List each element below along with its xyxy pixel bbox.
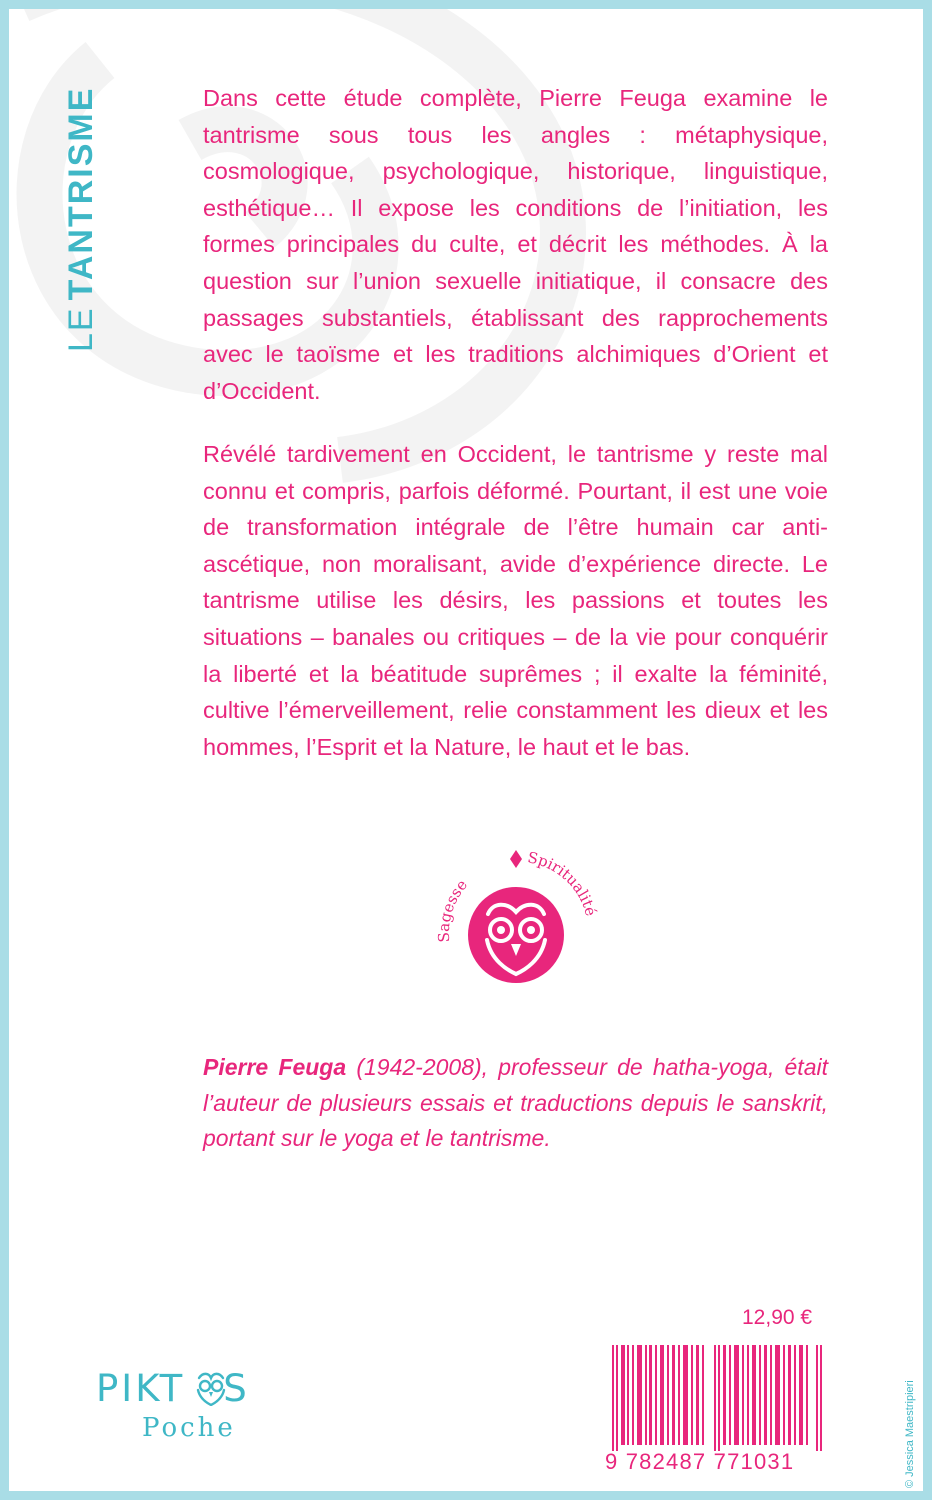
author-name: Pierre Feuga	[203, 1054, 347, 1080]
spine-title-main: TANTRISME	[62, 86, 100, 301]
publisher-name-part3: S	[223, 1367, 250, 1410]
description-paragraph-2-text: Révélé tardivement en Occident, le tantrisme y reste mal connu et compris, parfois déformé. Pourtant, il est une voie de transformation intégrale de l’être humain car anti-ascétique, non moralisant, avide d’expérience directe. Le tantrisme utilise les désirs, les passions et toutes les situations – banales ou critiques – de la vie pour conquérir la liberté et la béatitude suprêmes ; il exalte la féminité, cultive l’émerveillement, relie constamment les dieux et les hommes, l’Esprit et la Nature, le haut et le bas.	[203, 441, 828, 760]
publisher-name-part1: PIK	[96, 1367, 160, 1410]
description-paragraph-1-text: Dans cette étude complète, Pierre Feuga examine le tantrisme sous tous les angles : métaphysique, cosmologique, psychologique, historique, linguistique, esthétique… Il expose les conditions de l’initiation, les formes principales du culte, et décrit les méthodes. À la question sur l’union sexuelle initiatique, il consacre des passages substantiels, établissant des rapprochements avec le taoïsme et les traditions alchimiques d’Orient et d’Occident.	[203, 85, 828, 404]
isbn-digits: 9 782487 771031	[605, 1449, 795, 1474]
diamond-icon	[510, 850, 522, 868]
price-label: 12,90 €	[742, 1306, 813, 1329]
collection-emblem	[421, 832, 611, 1022]
emblem-left-word: Sagesse	[434, 875, 471, 943]
emblem-right-word: Spiritualité	[526, 848, 601, 918]
spine-title-prefix: LE	[62, 306, 100, 352]
publisher-collection: Poche	[142, 1413, 236, 1443]
spine-title	[62, 87, 101, 352]
author-bio	[203, 1050, 828, 1157]
publisher-logo	[96, 1367, 266, 1447]
owl-icon	[468, 887, 564, 983]
author-bio-text: (1942-2008), professeur de hatha-yoga, était l’auteur de plusieurs essais et traductions depuis le sanskrit, portant sur le yoga et le tantrisme.	[203, 1054, 828, 1151]
owl-icon	[195, 1370, 227, 1406]
publisher-name-part2: T	[159, 1367, 186, 1410]
description-paragraph-2	[203, 436, 828, 765]
isbn-barcode	[612, 1345, 824, 1451]
description-paragraph-1	[203, 80, 828, 409]
photo-credit: © Jessica Maestripieri	[904, 1380, 916, 1488]
